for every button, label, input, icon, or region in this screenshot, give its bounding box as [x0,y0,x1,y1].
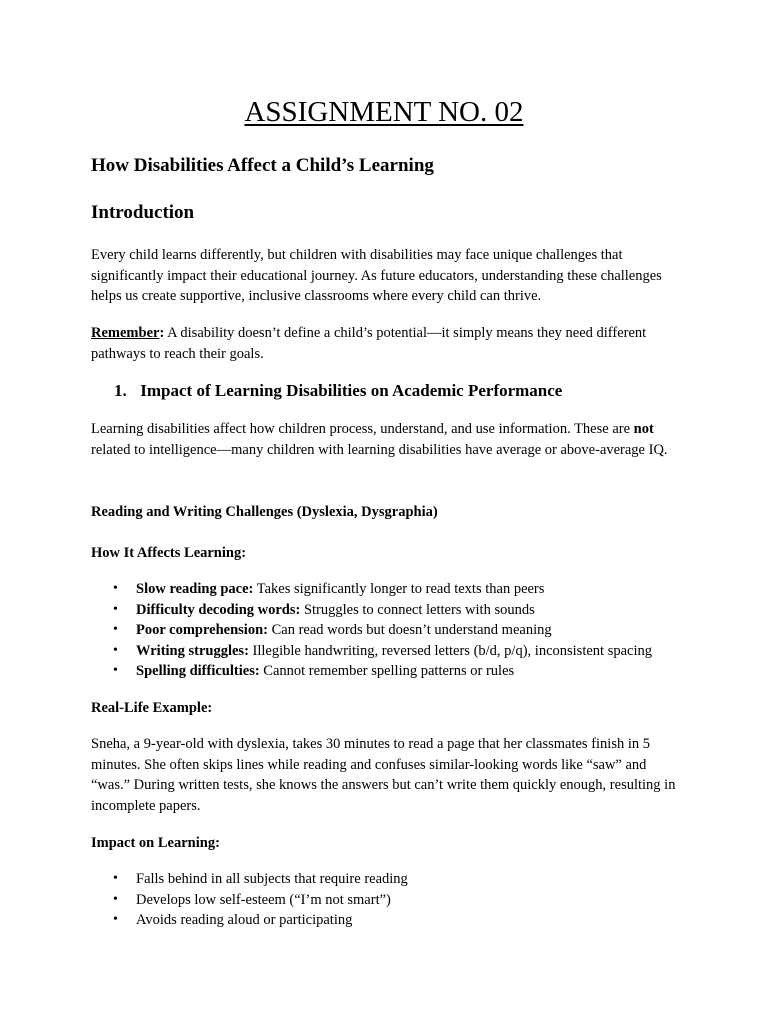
list-item [91,661,691,682]
list-item-text: Cannot remember spelling patterns or rules [259,663,515,680]
section-1-heading [114,380,710,402]
list-item-term: Poor comprehension: [136,622,268,639]
introduction-paragraph: Every child learns differently, but children with disabilities may face unique challenges that significantly impact their educational journey. As future educators, understanding these challenges helps us create supportive, inclusive classrooms where every child can thrive. [91,247,662,305]
list-item-text: Illegible handwriting, reversed letters (b/d, p/q), inconsistent spacing [248,642,652,659]
remember-note [91,323,687,364]
remember-label: Remember [91,325,160,341]
list-item [91,890,691,911]
ld-paragraph-start: Learning disabilities affect how children process, understand, and use information. These are [91,421,634,437]
list-item [91,579,691,600]
bullet-icon: • [113,601,118,617]
bullet-icon: • [113,622,118,638]
list-item [91,910,691,931]
bullet-icon: • [113,891,118,907]
section-1-title: Impact of Learning Disabilities on Academic Performance [140,381,563,400]
list-item [91,600,691,621]
remember-text: A disability doesn’t define a child’s potential—it simply means they need different pathways to reach their goals. [91,325,647,362]
list-item-text: Develops low self-esteem (“I’m not smart”) [136,891,391,908]
list-item-text: Takes significantly longer to read texts than peers [253,581,545,597]
list-item [91,641,691,662]
list-item [91,620,691,641]
list-item-term: Slow reading pace: [136,581,254,597]
how-it-affects-heading: How It Affects Learning: [91,545,247,561]
reading-writing-subheading: Reading and Writing Challenges (Dyslexia, Dysgraphia) [91,504,438,520]
ld-paragraph-end: related to intelligence—many children with learning disabilities have average or above-average IQ. [91,441,668,458]
impact-on-learning-heading: Impact on Learning: [91,835,220,851]
list-item [91,869,691,890]
bullet-icon: • [113,912,118,928]
list-item-text: Avoids reading aloud or participating [136,912,353,929]
how-it-affects-list [91,579,691,682]
bullet-icon: • [113,871,118,886]
ld-paragraph-emphasis: not [633,421,654,437]
document-subtitle: How Disabilities Affect a Child’s Learning [91,155,434,176]
real-life-example-heading: Real-Life Example: [91,700,213,716]
learning-disabilities-paragraph [91,419,687,460]
list-item-term: Difficulty decoding words: [136,601,301,618]
page-title: ASSIGNMENT NO. 02 [244,96,524,128]
list-item-text: Can read words but doesn’t understand meaning [267,622,552,639]
list-item-text: Struggles to connect letters with sounds [300,601,535,618]
bullet-icon: • [113,581,118,596]
list-item-text: Falls behind in all subjects that require reading [136,871,408,887]
list-item-term: Writing struggles: [136,642,249,659]
impact-on-learning-list [91,869,691,931]
introduction-heading: Introduction [91,202,195,223]
list-item-term: Spelling difficulties: [136,663,260,680]
remember-colon: : [159,325,165,341]
section-1-number: 1. [114,381,127,400]
bullet-icon: • [113,663,118,679]
real-life-example-paragraph: Sneha, a 9-year-old with dyslexia, takes 30 minutes to read a page that her classmates finish in 5 minutes. She often skips lines while reading and confuses similar-looking words like “saw” and “was.” During written tests, she knows the answers but can’t write them quickly enough, resulting in incomplete papers. [91,736,676,814]
bullet-icon: • [113,642,118,658]
